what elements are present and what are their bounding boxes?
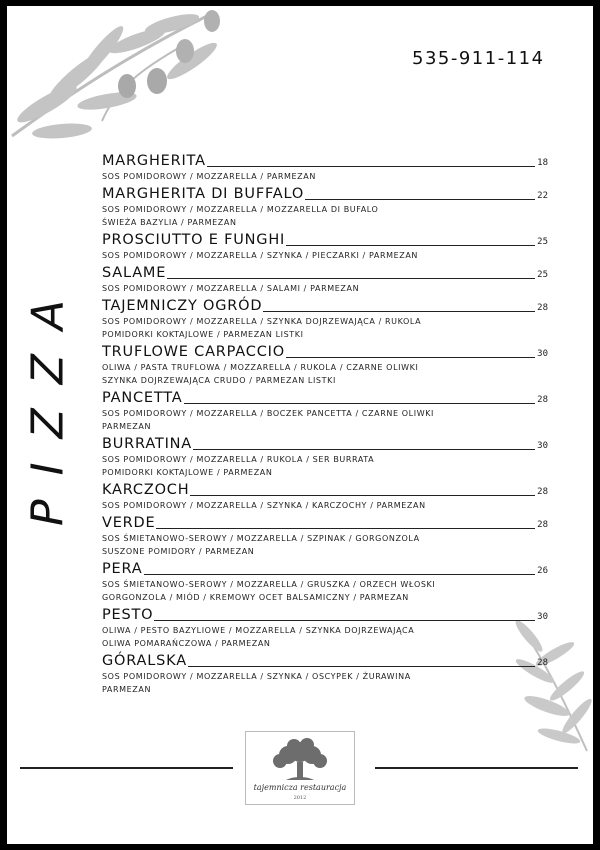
menu-item-ingredients: SOS POMIDOROWY / MOZZARELLA / SZYNKA / PIECZARKI / PARMEZAN	[102, 251, 419, 260]
menu-item-row	[102, 607, 546, 624]
menu-item	[102, 298, 546, 341]
menu-item-row	[102, 232, 546, 249]
menu-item-price: 22	[537, 191, 548, 201]
menu-item-name: MARGHERITA	[102, 153, 206, 169]
footer-divider-right	[375, 767, 578, 769]
menu-item-ingredients: GORGONZOLA / MIÓD / KREMOWY OCET BALSAMICZNY / PARMEZAN	[102, 593, 409, 602]
menu-item-row	[102, 390, 546, 407]
pizza-menu-list	[102, 153, 546, 699]
menu-item-row	[102, 186, 546, 203]
menu-item-name: VERDE	[102, 515, 156, 531]
menu-item	[102, 561, 546, 604]
leader-line	[154, 620, 535, 621]
menu-item-ingredients: ŚWIEŻA BAZYLIA / PARMEZAN	[102, 218, 237, 227]
menu-item-ingredients: SZYNKA DOJRZEWAJĄCA CRUDO / PARMEZAN LISTKI	[102, 376, 336, 385]
menu-item-price: 28	[537, 658, 548, 668]
menu-item-price: 28	[537, 303, 548, 313]
leader-line	[188, 666, 535, 667]
leader-line	[207, 166, 535, 167]
menu-page	[7, 6, 593, 844]
menu-item-price: 18	[537, 158, 548, 168]
leader-line	[286, 245, 535, 246]
menu-item-row	[102, 265, 546, 282]
leader-line	[263, 311, 535, 312]
menu-item-row	[102, 515, 546, 532]
menu-item-name: PROSCIUTTO E FUNGHI	[102, 232, 286, 248]
leader-line	[167, 278, 535, 279]
leader-line	[156, 528, 535, 529]
menu-item-ingredients: OLIWA / PASTA TRUFLOWA / MOZZARELLA / RUKOLA / CZARNE OLIWKI	[102, 363, 419, 372]
leader-line	[144, 574, 536, 575]
menu-item-ingredients: SOS POMIDOROWY / MOZZARELLA / RUKOLA / SER BURRATA	[102, 455, 375, 464]
menu-item-name: KARCZOCH	[102, 482, 190, 498]
menu-item	[102, 265, 546, 295]
menu-item-ingredients: SOS POMIDOROWY / MOZZARELLA / SZYNKA / KARCZOCHY / PARMEZAN	[102, 501, 426, 510]
tree-icon	[246, 736, 354, 786]
menu-item-name: SALAME	[102, 265, 167, 281]
menu-item-price: 28	[537, 520, 548, 530]
menu-item-ingredients: OLIWA POMARAŃCZOWA / PARMEZAN	[102, 639, 271, 648]
menu-item-row	[102, 561, 546, 578]
menu-item-price: 26	[537, 566, 548, 576]
menu-item-price: 30	[537, 441, 548, 451]
menu-item-row	[102, 482, 546, 499]
menu-item	[102, 482, 546, 512]
menu-item-ingredients: POMIDORKI KOKTAJLOWE / PARMEZAN	[102, 468, 273, 477]
menu-item-name: MARGHERITA DI BUFFALO	[102, 186, 305, 202]
menu-item-name: BURRATINA	[102, 436, 193, 452]
menu-item-ingredients: SOS POMIDOROWY / MOZZARELLA / PARMEZAN	[102, 172, 316, 181]
menu-item-row	[102, 298, 546, 315]
menu-item-ingredients: PARMEZAN	[102, 422, 152, 431]
menu-item-row	[102, 153, 546, 170]
menu-item	[102, 515, 546, 558]
section-title-text: PIZZA	[22, 276, 74, 526]
menu-item	[102, 653, 546, 696]
leader-line	[286, 357, 535, 358]
menu-item-ingredients: PARMEZAN	[102, 685, 152, 694]
menu-item	[102, 607, 546, 650]
menu-item-price: 28	[537, 487, 548, 497]
menu-item-name: TRUFLOWE CARPACCIO	[102, 344, 285, 360]
leader-line	[190, 495, 535, 496]
leader-line	[193, 449, 535, 450]
menu-item	[102, 232, 546, 262]
menu-item-ingredients: SOS POMIDOROWY / MOZZARELLA / MOZZARELLA DI BUFALO	[102, 205, 379, 214]
menu-item-ingredients: SOS ŚMIETANOWO-SEROWY / MOZZARELLA / GRUSZKA / ORZECH WŁOSKI	[102, 580, 436, 589]
menu-item	[102, 436, 546, 479]
menu-item-ingredients: SOS POMIDOROWY / MOZZARELLA / SZYNKA / OSCYPEK / ŻURAWINA	[102, 672, 411, 681]
menu-item-ingredients: POMIDORKI KOKTAJLOWE / PARMEZAN LISTKI	[102, 330, 304, 339]
menu-item-price: 25	[537, 270, 548, 280]
menu-item-price: 25	[537, 237, 548, 247]
menu-item-price: 30	[537, 612, 548, 622]
olive-branch-decoration	[7, 6, 237, 156]
phone-number[interactable]: 535-911-114	[412, 48, 545, 69]
menu-item-ingredients: SOS POMIDOROWY / MOZZARELLA / SALAMI / PARMEZAN	[102, 284, 360, 293]
menu-item-name: PANCETTA	[102, 390, 183, 406]
menu-item-row	[102, 653, 546, 670]
menu-item-name: PERA	[102, 561, 143, 577]
menu-item-ingredients: SUSZONE POMIDORY / PARMEZAN	[102, 547, 255, 556]
menu-item-name: PESTO	[102, 607, 154, 623]
menu-item-row	[102, 344, 546, 361]
menu-item-ingredients: SOS POMIDOROWY / MOZZARELLA / SZYNKA DOJRZEWAJĄCA / RUKOLA	[102, 317, 422, 326]
menu-item	[102, 186, 546, 229]
menu-item-name: GÓRALSKA	[102, 653, 187, 669]
leader-line	[184, 403, 536, 404]
menu-item	[102, 153, 546, 183]
menu-item	[102, 344, 546, 387]
menu-item-ingredients: SOS POMIDOROWY / MOZZARELLA / BOCZEK PANCETTA / CZARNE OLIWKI	[102, 409, 435, 418]
menu-item-name: TAJEMNICZY OGRÓD	[102, 298, 263, 314]
section-title-vertical	[21, 256, 75, 546]
footer-divider-left	[20, 767, 233, 769]
leader-line	[305, 199, 535, 200]
restaurant-logo	[245, 731, 355, 805]
logo-est-text: 2012	[293, 795, 307, 801]
logo-brand-text: tajemnicza restauracja	[253, 783, 347, 792]
menu-item-price: 30	[537, 349, 548, 359]
menu-item-ingredients: OLIWA / PESTO BAZYLIOWE / MOZZARELLA / SZYNKA DOJRZEWAJĄCA	[102, 626, 415, 635]
menu-item-price: 28	[537, 395, 548, 405]
menu-item	[102, 390, 546, 433]
menu-item-ingredients: SOS ŚMIETANOWO-SEROWY / MOZZARELLA / SZPINAK / GORGONZOLA	[102, 534, 420, 543]
menu-item-row	[102, 436, 546, 453]
